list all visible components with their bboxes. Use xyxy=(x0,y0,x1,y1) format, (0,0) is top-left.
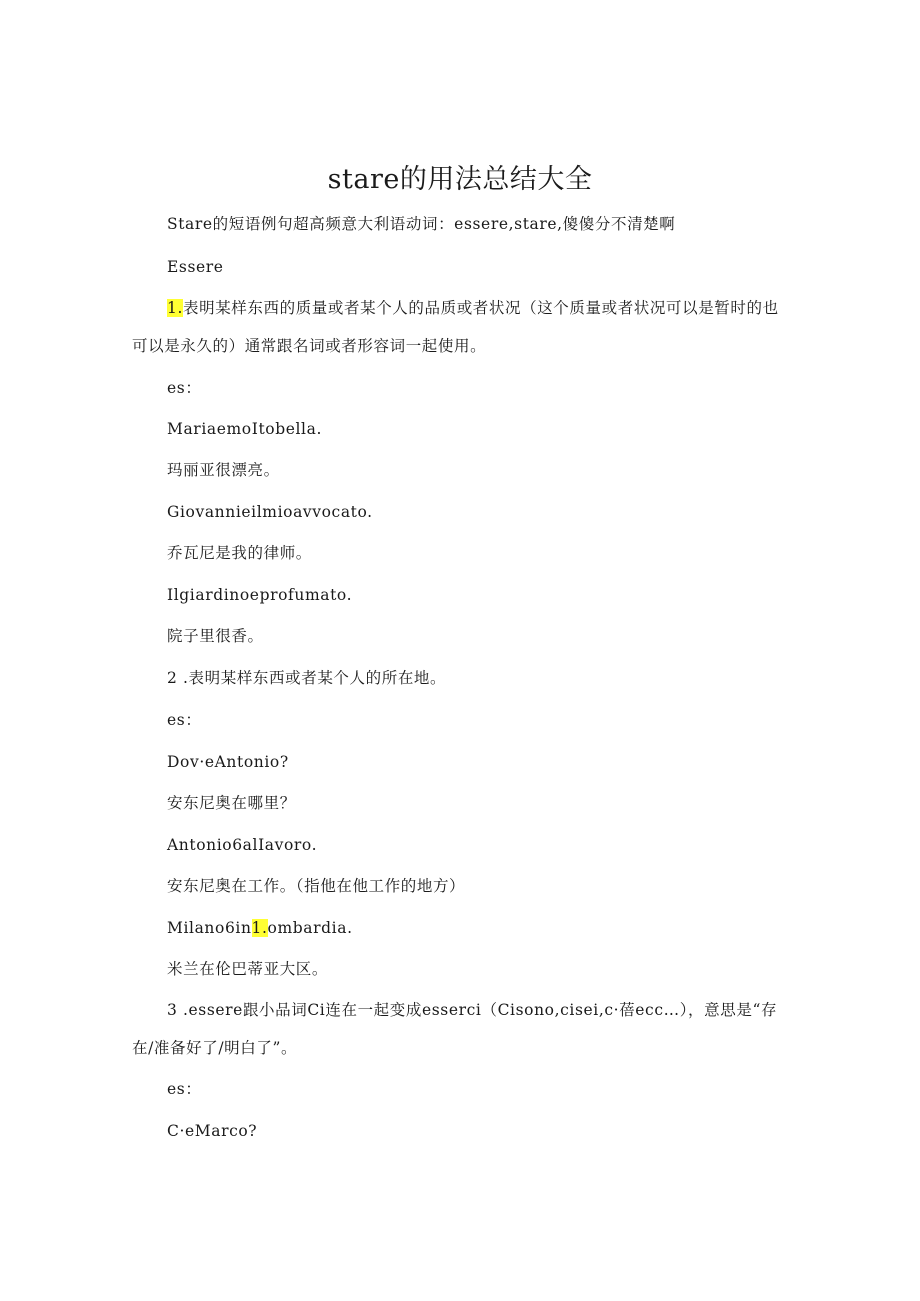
example-chinese: 米兰在伦巴蒂亚大区。 xyxy=(167,960,329,978)
paragraph-2: 2 .表明某样东西或者某个人的所在地。 xyxy=(167,669,447,687)
paragraph-1 xyxy=(132,289,792,365)
example-chinese: 玛丽亚很漂亮。 xyxy=(167,461,280,479)
example-italian-part: ombardia. xyxy=(267,919,353,937)
example-italian-part: Milano6in xyxy=(167,919,252,937)
example-italian: Antonio6alIavoro. xyxy=(167,836,318,854)
example-italian: Ilgiardinoeprofumato. xyxy=(167,586,353,604)
example-chinese: 乔瓦尼是我的律师。 xyxy=(167,544,312,562)
example-chinese: 安东尼奥在工作。（指他在他工作的地方） xyxy=(167,877,466,895)
example-label: es： xyxy=(167,1080,202,1098)
example-italian: Dov·eAntonio? xyxy=(167,753,289,771)
paragraph-3: 3 .essere跟小品词Ci连在一起变成esserci（Cisono,cisei,c·蓓ecc…），意思是“存在/准备好了/明白了”。 xyxy=(132,1001,778,1057)
intro-line: Stare的短语例句超高频意大利语动词：essere,stare,傻傻分不清楚啊 xyxy=(167,215,676,233)
example-chinese: 院子里很香。 xyxy=(167,627,264,645)
paragraph-1-text: 表明某样东西的质量或者某个人的品质或者状况（这个质量或者状况可以是暂时的也可以是永久的）通常跟名词或者形容词一起使用。 xyxy=(132,299,779,355)
example-italian: Giovannieilmioavvocato. xyxy=(167,503,373,521)
example-italian: C·eMarco? xyxy=(167,1122,258,1140)
section-heading: Essere xyxy=(167,258,224,276)
highlighted-text: 1. xyxy=(251,919,268,937)
document-title: stare的用法总结大全 xyxy=(327,164,593,195)
highlighted-number: 1. xyxy=(167,299,183,317)
example-label: es： xyxy=(167,379,202,397)
example-chinese: 安东尼奥在哪里？ xyxy=(167,794,296,812)
example-italian: MariaemoItobella. xyxy=(167,420,322,438)
example-italian xyxy=(167,917,353,939)
example-label: es： xyxy=(167,711,202,729)
